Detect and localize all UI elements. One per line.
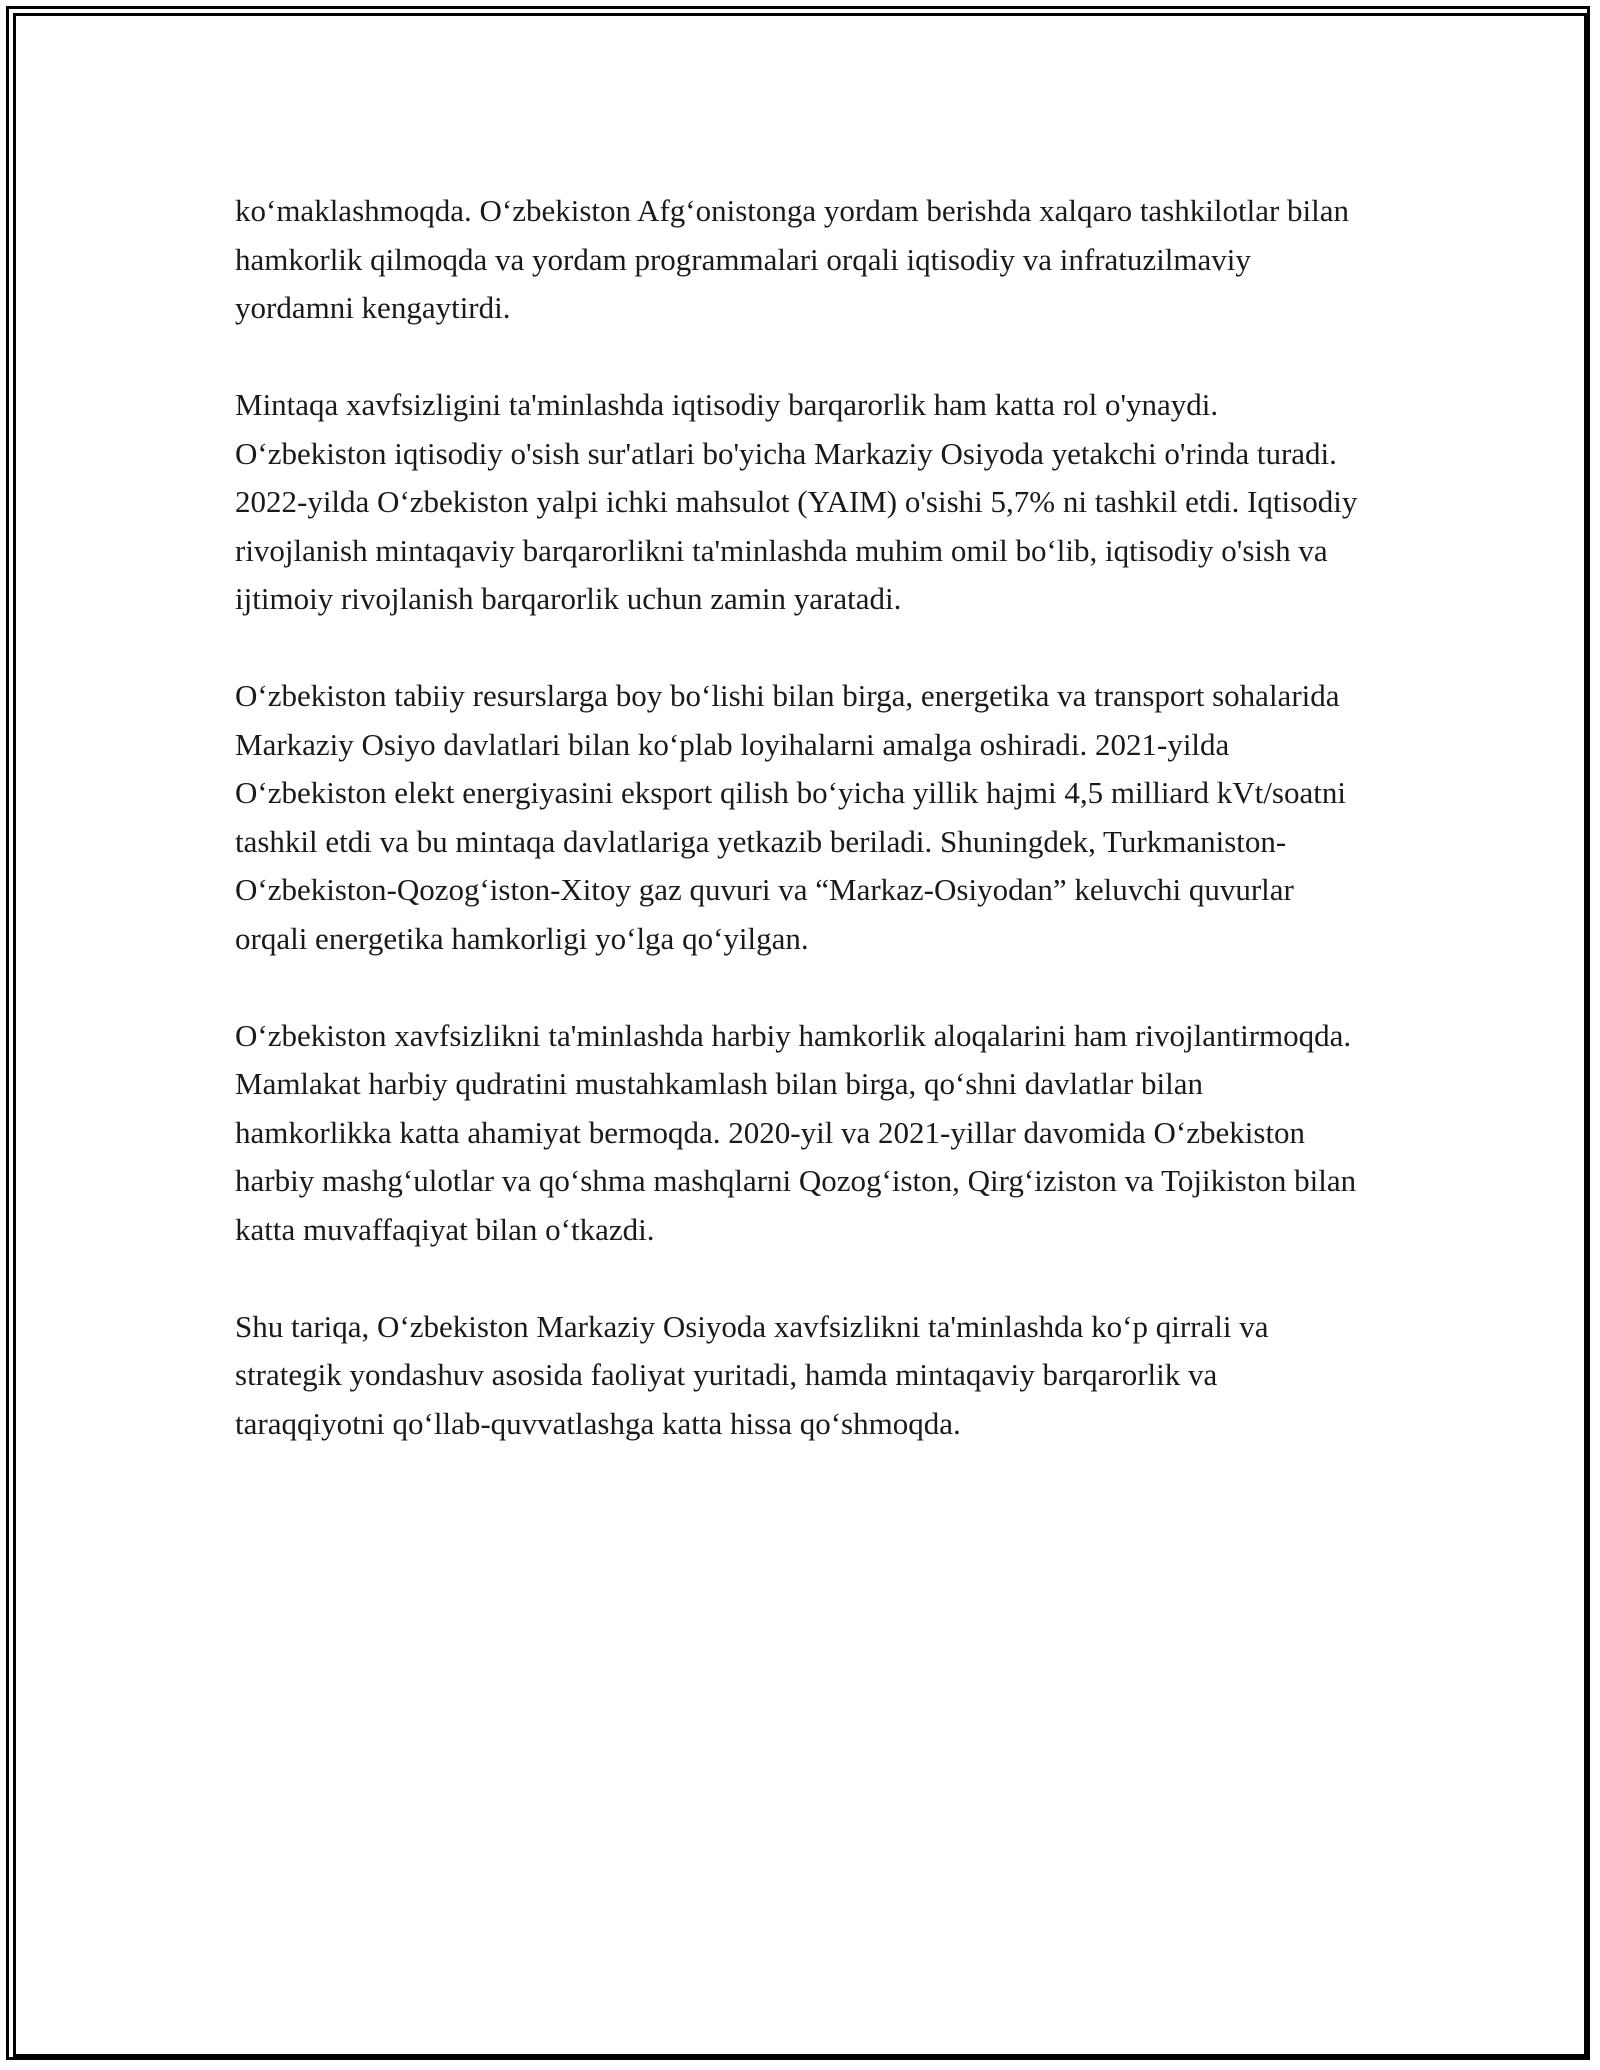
- paragraph-2: Mintaqa xavfsizligini ta'minlashda iqtisodiy barqarorlik ham katta rol o'ynaydi. O‘zbekiston iqtisodiy o'sish sur'atlari bo'yicha Markaziy Osiyoda yetakchi o'rinda turadi. 2022-yilda O‘zbekiston yalpi ichki mahsulot (YAIM) o'sishi 5,7% ni tashkil etdi. Iqtisodiy rivojlanish mintaqaviy barqarorlikni ta'minlashda muhim omil bo‘lib, iqtisodiy o'sish va ijtimoiy rivojlanish barqarorlik uchun zamin yaratadi.: [235, 387, 1358, 616]
- document-body: [235, 187, 1365, 1448]
- paragraph-1: ko‘maklashmoqda. O‘zbekiston Afg‘onistonga yordam berishda xalqaro tashkilotlar bilan hamkorlik qilmoqda va yordam programmalari orqali iqtisodiy va infratuzilmaviy yordamni kengaytirdi.: [235, 193, 1350, 325]
- paragraph-3: O‘zbekiston tabiiy resurslarga boy bo‘lishi bilan birga, energetika va transport sohalarida Markaziy Osiyo davlatlari bilan ko‘plab loyihalarni amalga oshiradi. 2021-yilda O‘zbekiston elekt energiyasini eksport qilish bo‘yicha yillik hajmi 4,5 milliard kVt/soatni tashkil etdi va bu mintaqa davlatlariga yetkazib beriladi. Shuningdek, Turkmaniston-O‘zbekiston-Qozog‘iston-Xitoy gaz quvuri va “Markaz-Osiyodan” keluvchi quvurlar orqali energetika hamkorligi yo‘lga qo‘yilgan.: [235, 678, 1346, 956]
- paragraph-5: Shu tariqa, O‘zbekiston Markaziy Osiyoda xavfsizlikni ta'minlashda ko‘p qirrali va strategik yondashuv asosida faoliyat yuritadi, hamda mintaqaviy barqarorlik va taraqqiyotni qo‘llab-quvvatlashga katta hissa qo‘shmoqda.: [235, 1308, 1269, 1441]
- paragraph-4: O‘zbekiston xavfsizlikni ta'minlashda harbiy hamkorlik aloqalarini ham rivojlantirmoqda. Mamlakat harbiy qudratini mustahkamlash bilan birga, qo‘shni davlatlar bilan hamkorlikka katta ahamiyat bermoqda. 2020-yil va 2021-yillar davomida O‘zbekiston harbiy mashg‘ulotlar va qo‘shma mashqlarni Qozog‘iston, Qirg‘iziston va Tojikiston bilan katta muvaffaqiyat bilan o‘tkazdi.: [235, 1017, 1357, 1247]
